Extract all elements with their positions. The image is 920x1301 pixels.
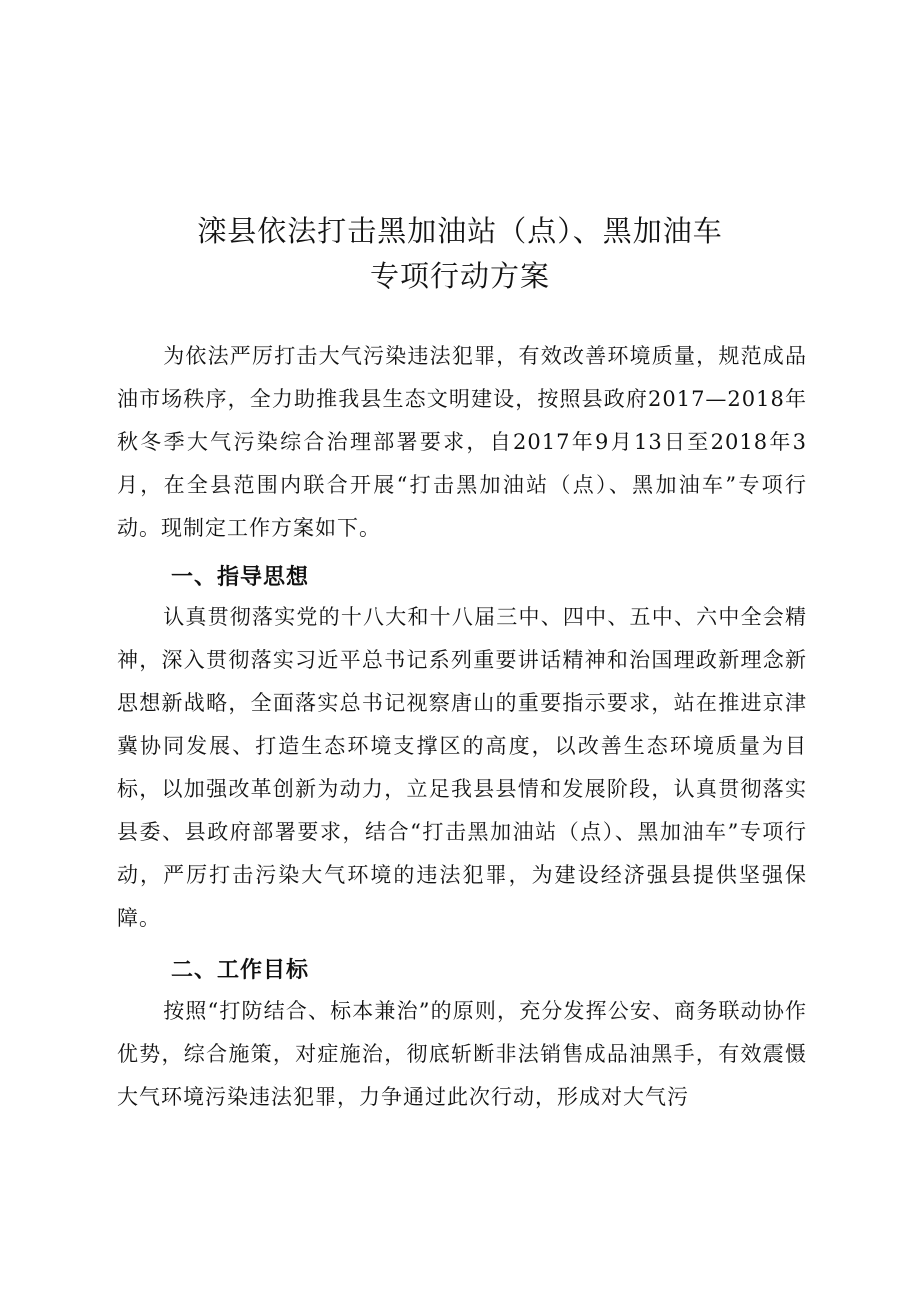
section-heading-guiding-ideology: 一、指导思想	[171, 565, 310, 590]
document-title-line-1: 滦县依法打击黑加油站（点）、黑加油车	[197, 214, 723, 248]
guiding-ideology-paragraph: 认真贯彻落实党的十八大和十八届三中、四中、五中、六中全会精神，深入贯彻落实习近平总书记系列重要讲话精神和治国理政新理念新思想新战略，全面落实总书记视察唐山的重要指示要求，站在推进京津冀协同发展、打造生态环境支撑区的高度，以改善生态环境质量为目标，以加强改革创新为动力，立足我县县情和发展阶段，认真贯彻落实县委、县政府部署要求，结合“打击黑加油站（点）、黑加油车”专项行动，严厉打击污染大气环境的违法犯罪，为建设经济强县提供坚强保障。	[117, 605, 807, 930]
document-title-line-2: 专项行动方案	[369, 259, 550, 293]
work-goals-paragraph: 按照“打防结合、标本兼治”的原则，充分发挥公安、商务联动协作优势，综合施策，对症施治，彻底斩断非法销售成品油黑手，有效震慑大气环境污染违法犯罪，力争通过此次行动，形成对大气污	[117, 999, 807, 1109]
section-heading-work-goals: 二、工作目标	[171, 958, 310, 983]
intro-paragraph: 为依法严厉打击大气污染违法犯罪，有效改善环境质量，规范成品油市场秩序，全力助推我县生态文明建设，按照县政府2017—2018年秋冬季大气污染综合治理部署要求，自2017年9月13日至2018年3月，在全县范围内联合开展“打击黑加油站（点）、黑加油车”专项行动。现制定工作方案如下。	[117, 344, 807, 540]
